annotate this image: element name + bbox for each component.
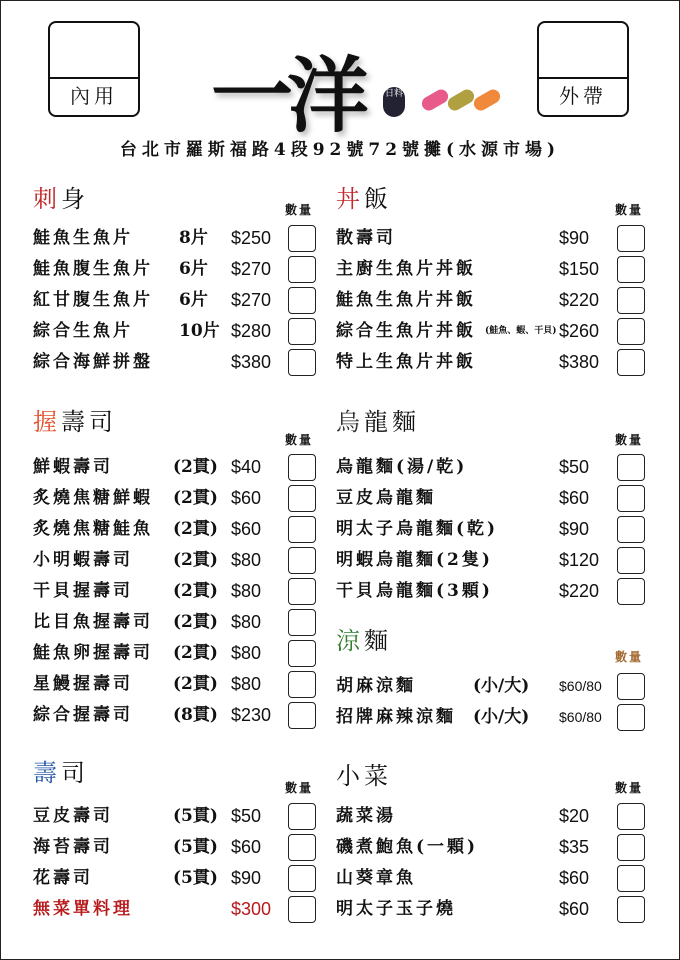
item-name: 鮭魚腹生魚片	[33, 259, 153, 279]
menu-item	[1, 671, 680, 702]
sushi-icon	[471, 87, 502, 113]
item-price: $80	[231, 674, 262, 694]
item-price: $20	[559, 806, 590, 826]
dine-in-checkbox[interactable]	[48, 21, 140, 117]
menu-item	[1, 545, 680, 576]
quantity-input[interactable]	[617, 673, 645, 700]
section-title-udon: 烏龍麵	[336, 408, 420, 436]
sushi-icon	[419, 87, 450, 113]
item-portion: (小/大)	[473, 707, 530, 727]
item-name: 炙燒焦糖鮮蝦	[33, 488, 153, 508]
item-name: 明太子玉子燒	[336, 899, 456, 919]
item-price: $35	[559, 837, 590, 857]
menu-item	[1, 702, 680, 733]
item-portion: 6片	[179, 259, 208, 279]
item-name: 海苔壽司	[33, 837, 113, 857]
quantity-input[interactable]	[617, 516, 645, 543]
item-name: 散壽司	[336, 228, 396, 248]
menu-item	[1, 514, 680, 545]
quantity-input[interactable]	[617, 803, 645, 830]
section-title-cold-noodle: 涼麵	[336, 627, 392, 655]
item-name: 綜合海鮮拼盤	[33, 352, 153, 372]
item-portion: (小/大)	[473, 676, 530, 696]
take-out-checkbox[interactable]	[537, 21, 629, 117]
item-name: 干貝握壽司	[33, 581, 133, 601]
item-price: $220	[559, 290, 600, 310]
item-price: $60/80	[559, 709, 602, 725]
quantity-header: 數量	[615, 203, 644, 217]
quantity-header: 數量	[615, 433, 644, 447]
item-name: 特上生魚片丼飯	[336, 352, 476, 372]
item-portion: (2貫)	[173, 674, 218, 694]
item-price: $230	[231, 705, 272, 725]
item-name: 蔬菜湯	[336, 806, 396, 826]
item-name: 明蝦烏龍麵(2隻)	[336, 550, 493, 570]
dine-in-label: 內用	[50, 77, 138, 115]
menu-item	[1, 832, 680, 863]
menu-item	[1, 576, 680, 607]
section-title-sashimi: 刺身	[33, 185, 89, 213]
item-price: $280	[231, 321, 272, 341]
item-name: 烏龍麵(湯/乾)	[336, 457, 468, 477]
quantity-input[interactable]	[617, 578, 645, 605]
item-name: 主廚生魚片丼飯	[336, 259, 476, 279]
item-name: 鮭魚生魚片丼飯	[336, 290, 476, 310]
address: 台北市羅斯福路4段92號72號攤(水源市場)	[119, 140, 561, 160]
menu-item	[1, 801, 680, 832]
quantity-header: 數量	[285, 203, 314, 217]
quantity-input[interactable]	[617, 547, 645, 574]
item-portion: (2貫)	[173, 550, 218, 570]
menu-item	[1, 863, 680, 894]
item-price: $80	[231, 581, 262, 601]
item-portion: (8貫)	[173, 705, 218, 725]
item-price: $60	[559, 488, 590, 508]
item-price: $300	[231, 899, 272, 919]
item-price: $260	[559, 321, 600, 341]
item-price: $50	[559, 457, 590, 477]
quantity-input[interactable]	[617, 485, 645, 512]
section-title-sushi: 壽司	[33, 759, 89, 787]
quantity-input[interactable]	[617, 704, 645, 731]
item-price: $60	[231, 837, 262, 857]
menu-item	[1, 452, 680, 483]
menu-item	[1, 254, 680, 285]
item-price: $90	[231, 868, 262, 888]
quantity-input[interactable]	[617, 225, 645, 252]
item-portion: (5貫)	[173, 806, 218, 826]
item-name: 胡麻涼麵	[336, 676, 416, 696]
item-name: 無菜單料理	[33, 899, 133, 919]
item-name: 磯煮鮑魚(一顆)	[336, 837, 479, 857]
item-name: 鮭魚卵握壽司	[33, 643, 153, 663]
item-price: $80	[231, 643, 262, 663]
quantity-input[interactable]	[288, 640, 316, 667]
item-price: $60	[559, 899, 590, 919]
quantity-header: 數量	[615, 781, 644, 795]
item-price: $40	[231, 457, 262, 477]
quantity-header: 數量	[285, 433, 314, 447]
item-name: 綜合生魚片	[33, 321, 133, 341]
item-portion: (2貫)	[173, 519, 218, 539]
item-name: 紅甘腹生魚片	[33, 290, 153, 310]
item-portion: 8片	[179, 228, 208, 248]
item-name: 綜合握壽司	[33, 705, 133, 725]
item-name: 炙燒焦糖鮭魚	[33, 519, 153, 539]
item-name: 招牌麻辣涼麵	[336, 707, 456, 727]
item-price: $90	[559, 228, 590, 248]
item-portion: (鮭魚、蝦、干貝)	[485, 326, 557, 336]
quantity-input[interactable]	[617, 834, 645, 861]
item-price: $60	[231, 488, 262, 508]
logo-text: 一洋	[211, 48, 364, 144]
quantity-header: 數量	[615, 650, 644, 664]
item-name: 綜合生魚片丼飯	[336, 321, 476, 341]
item-price: $250	[231, 228, 272, 248]
take-out-label: 外帶	[539, 77, 627, 115]
item-price: $50	[231, 806, 262, 826]
item-portion: 6片	[179, 290, 208, 310]
item-name: 山葵章魚	[336, 868, 416, 888]
logo-badge: 日料	[383, 87, 405, 117]
item-price: $90	[559, 519, 590, 539]
item-name: 小明蝦壽司	[33, 550, 133, 570]
item-price: $80	[231, 550, 262, 570]
item-price: $220	[559, 581, 600, 601]
item-name: 比目魚握壽司	[33, 612, 153, 632]
item-name: 鮮蝦壽司	[33, 457, 113, 477]
quantity-input[interactable]	[617, 256, 645, 283]
item-portion: (2貫)	[173, 457, 218, 477]
item-name: 鮭魚生魚片	[33, 228, 133, 248]
item-price: $60/80	[559, 678, 602, 694]
restaurant-logo	[211, 31, 511, 144]
item-name: 豆皮烏龍麵	[336, 488, 436, 508]
item-price: $270	[231, 259, 272, 279]
menu-item	[1, 894, 680, 925]
item-name: 豆皮壽司	[33, 806, 113, 826]
item-portion: 10片	[179, 321, 220, 341]
item-portion: (2貫)	[173, 488, 218, 508]
item-name: 干貝烏龍麵(3顆)	[336, 581, 493, 601]
quantity-input[interactable]	[617, 318, 645, 345]
item-price: $270	[231, 290, 272, 310]
item-portion: (2貫)	[173, 643, 218, 663]
quantity-input[interactable]	[617, 287, 645, 314]
quantity-input[interactable]	[288, 609, 316, 636]
item-portion: (2貫)	[173, 581, 218, 601]
menu-item	[1, 483, 680, 514]
item-portion: (5貫)	[173, 868, 218, 888]
menu-item	[1, 316, 680, 347]
item-price: $120	[559, 550, 600, 570]
menu-item	[1, 223, 680, 254]
item-price: $150	[559, 259, 600, 279]
item-price: $380	[559, 352, 600, 372]
item-name: 花壽司	[33, 868, 93, 888]
item-name: 星鰻握壽司	[33, 674, 133, 694]
section-title-nigiri: 握壽司	[33, 408, 117, 436]
item-portion: (2貫)	[173, 612, 218, 632]
quantity-input[interactable]	[617, 349, 645, 376]
menu-item	[1, 285, 680, 316]
item-name: 明太子烏龍麵(乾)	[336, 519, 499, 539]
quantity-header: 數量	[285, 781, 314, 795]
item-price: $60	[231, 519, 262, 539]
section-title-sides: 小菜	[336, 762, 392, 790]
item-price: $60	[559, 868, 590, 888]
item-price: $80	[231, 612, 262, 632]
quantity-input[interactable]	[617, 865, 645, 892]
item-price: $380	[231, 352, 272, 372]
quantity-input[interactable]	[617, 454, 645, 481]
menu-item	[1, 347, 680, 378]
section-title-donburi: 丼飯	[336, 185, 392, 213]
quantity-input[interactable]	[617, 896, 645, 923]
item-portion: (5貫)	[173, 837, 218, 857]
sushi-icon	[445, 87, 476, 113]
